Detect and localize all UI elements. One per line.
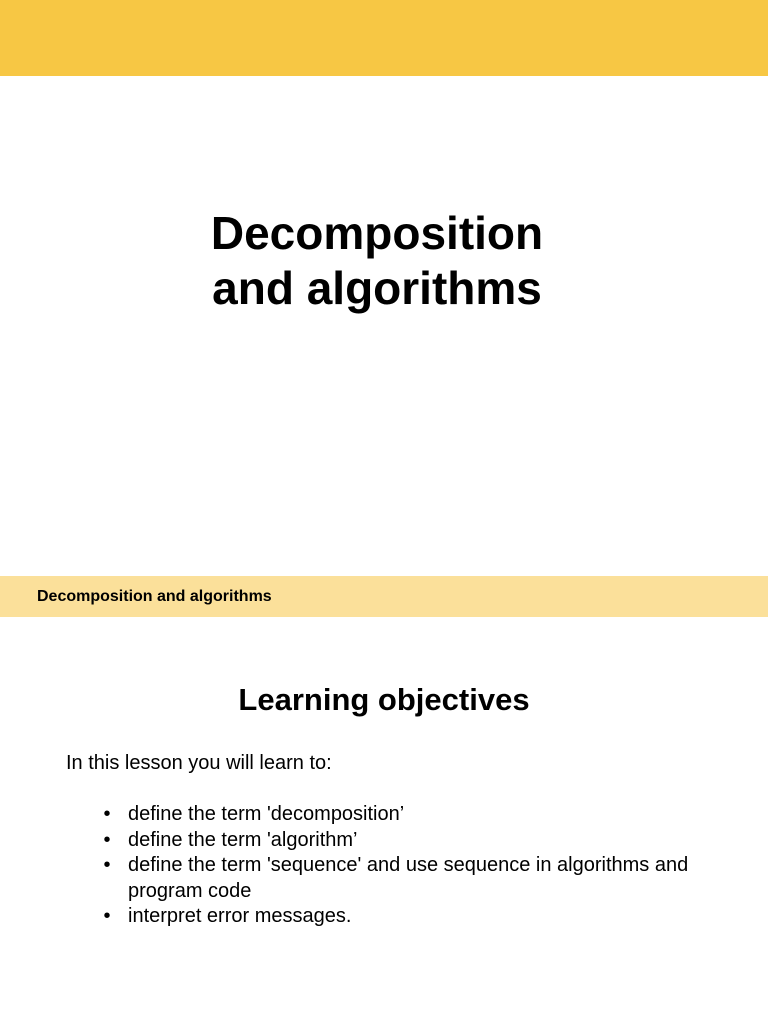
objective-item (100, 802, 720, 828)
objective-item (100, 904, 720, 930)
bullet-icon: • (103, 854, 111, 876)
header-band (0, 0, 768, 76)
section-header-label: Decomposition and algorithms (37, 588, 272, 605)
objective-text: interpret error messages. (128, 905, 352, 927)
objective-item (100, 828, 720, 854)
bullet-icon: • (103, 905, 111, 927)
objective-item (100, 853, 720, 904)
learning-objectives-heading: Learning objectives (238, 682, 530, 717)
objective-text: define the term 'algorithm’ (128, 828, 358, 851)
bullet-icon: • (103, 803, 111, 825)
objectives-list (100, 802, 720, 930)
objective-text: define the term 'sequence' and use sequence in algorithms and program code (128, 854, 689, 902)
section-header-bar (0, 576, 768, 617)
slide-title (0, 206, 754, 316)
lesson-intro-text: In this lesson you will learn to: (66, 752, 332, 774)
bullet-icon: • (103, 828, 111, 851)
slide-title-line-2: and algorithms (212, 262, 542, 314)
objective-text: define the term 'decomposition’ (128, 803, 405, 825)
slide-title-line-1: Decomposition (210, 207, 544, 259)
